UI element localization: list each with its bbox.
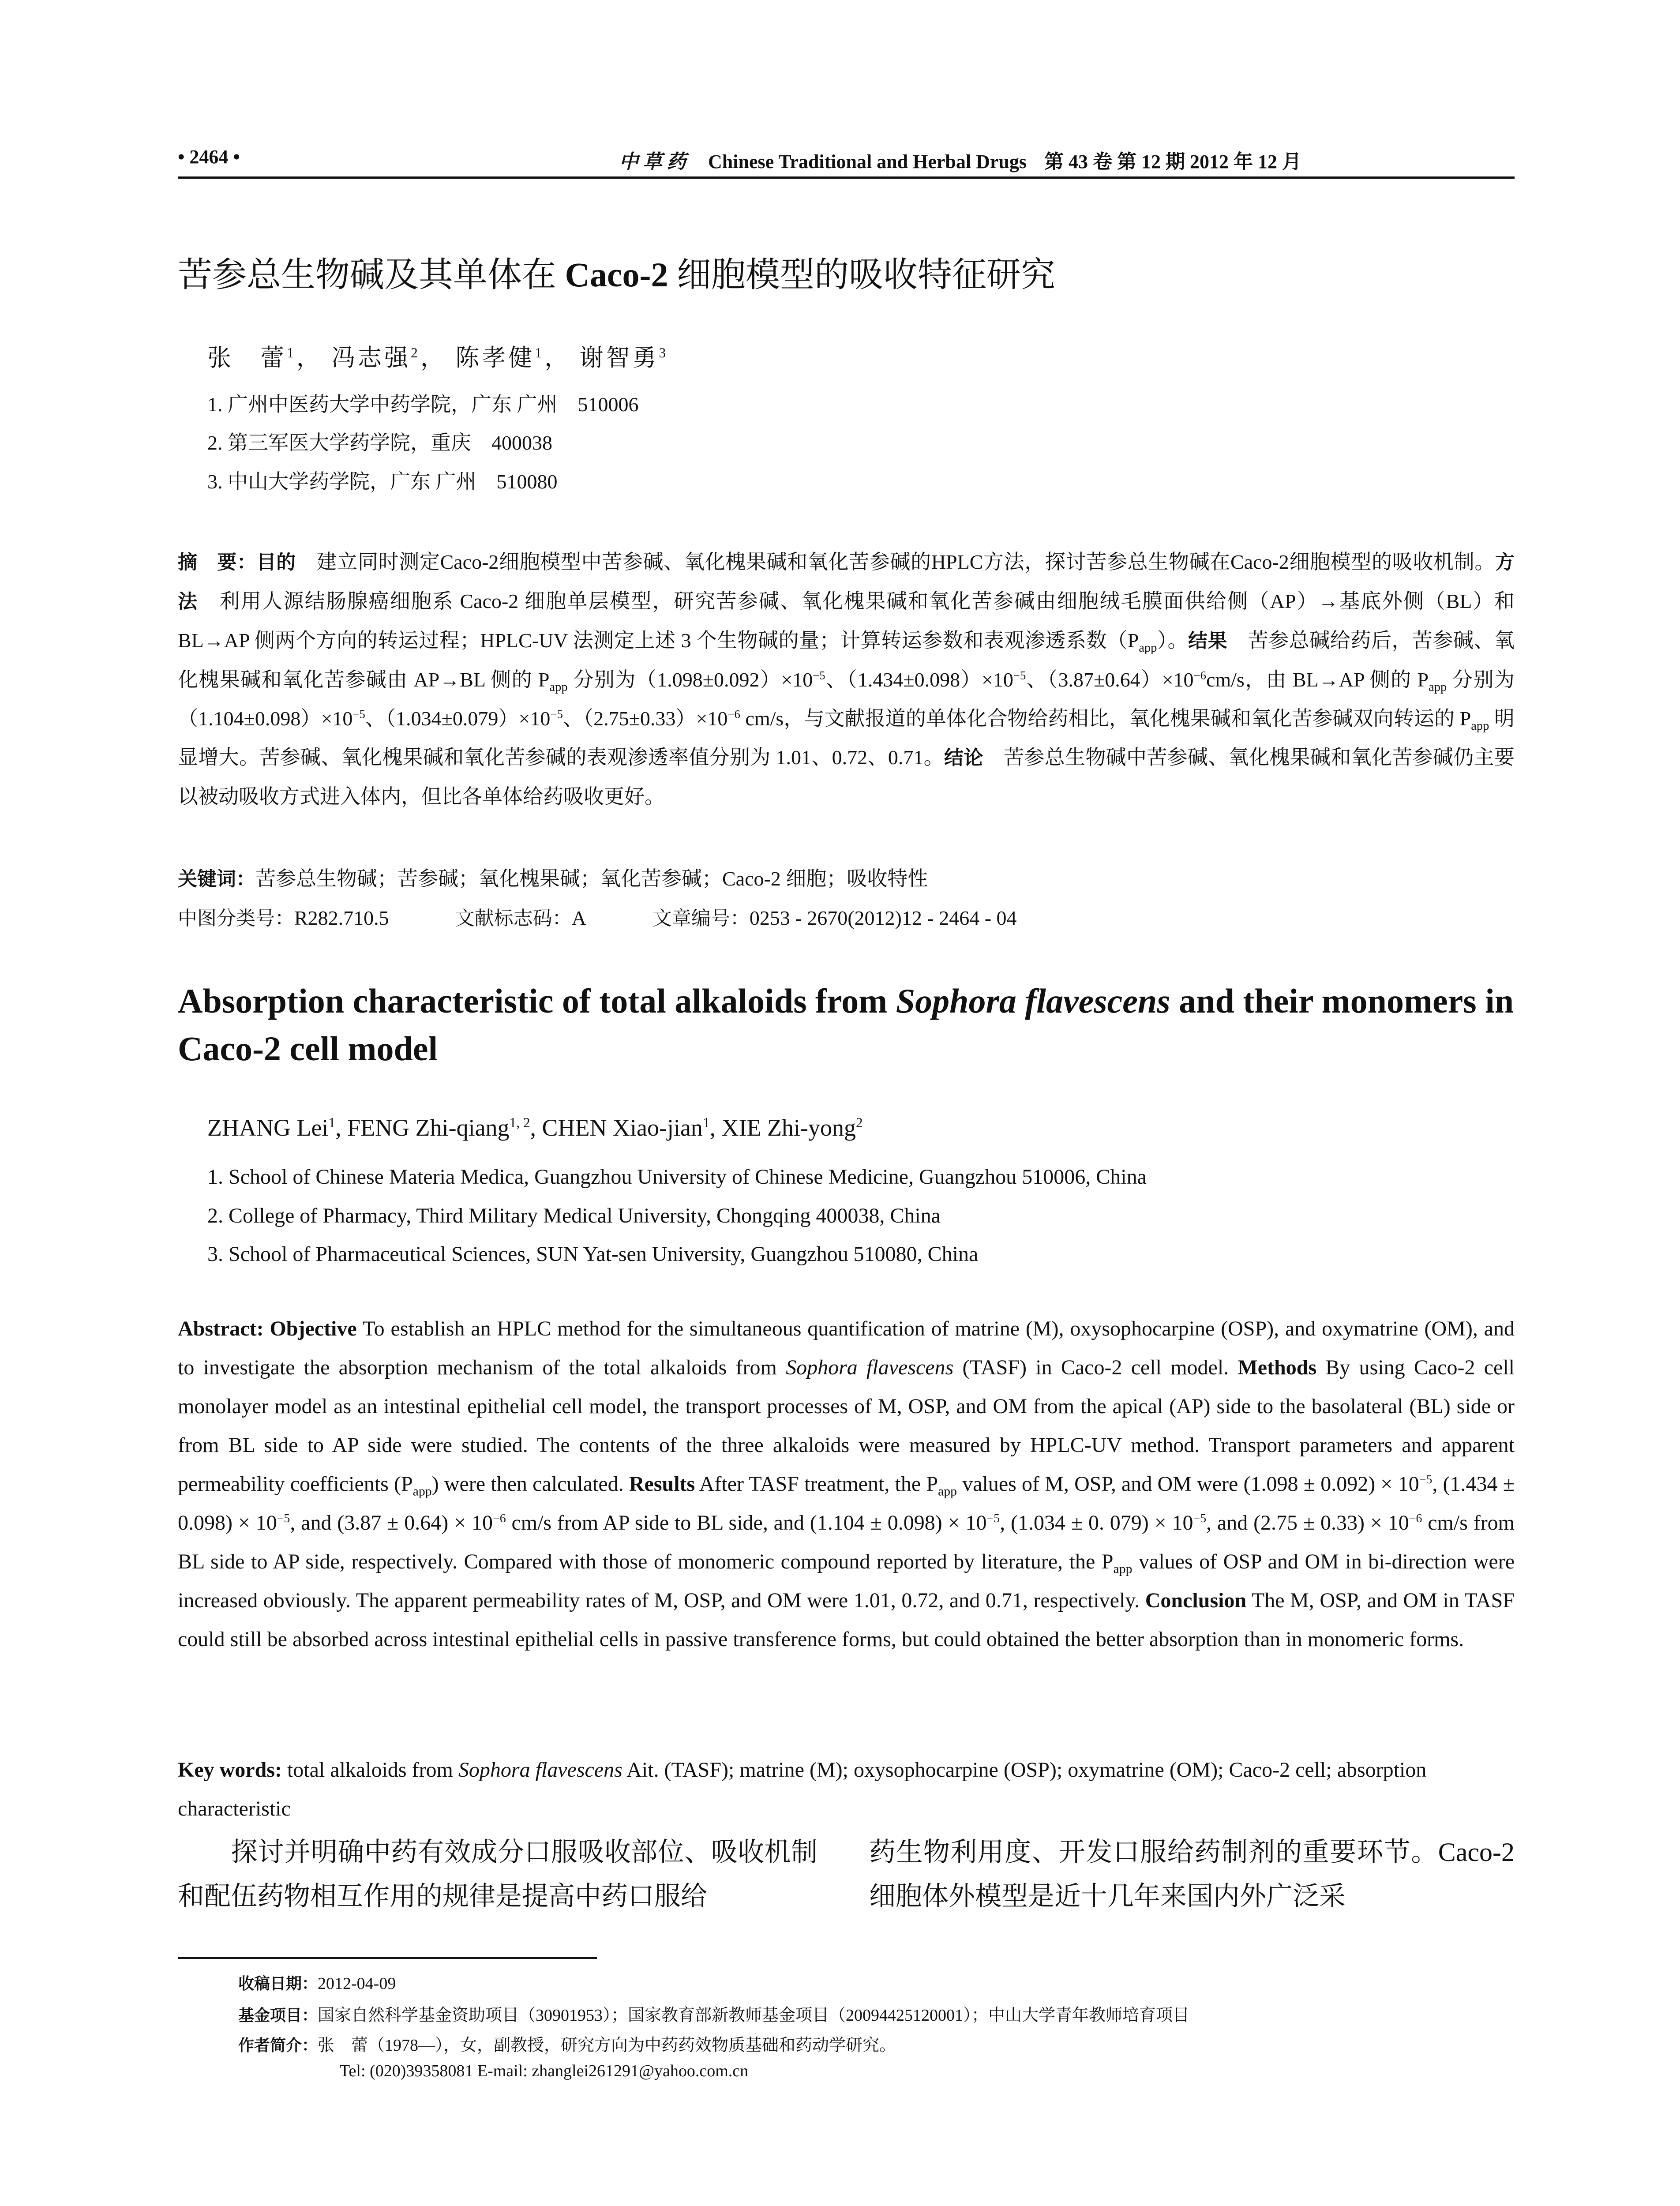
footnote-author: 作者简介：张 蕾（1978—），女，副教授，研究方向为中药药效物质基础和药动学研究。 bbox=[238, 2036, 896, 2055]
footnote-contact: Tel: (020)39358081 E-mail: zhanglei261291@yahoo.com.cn bbox=[340, 2062, 749, 2080]
author-cn: 谢智勇$^3$ bbox=[579, 345, 669, 371]
methods-label: 方法 bbox=[178, 551, 1515, 613]
article-number: 0253 - 2670(2012)12 - 2464 - 04 bbox=[749, 907, 1017, 929]
keywords-en-label: Key words: bbox=[178, 1758, 282, 1782]
title-cn-caco: Caco-2 bbox=[565, 255, 668, 294]
conclusion-en-label: Conclusion bbox=[1145, 1589, 1247, 1612]
author-en: FENG Zhi-qiang$^{1, 2}$, bbox=[347, 1114, 542, 1141]
author-cn: 冯志强$^2$， bbox=[331, 345, 447, 371]
journal-issue: 第 43 卷 第 12 期 2012 年 12 月 bbox=[1044, 151, 1302, 173]
abstract-en-label: Abstract: Objective bbox=[178, 1317, 357, 1340]
document-code: A bbox=[571, 907, 586, 929]
affiliation-en-2: 2. College of Pharmacy, Third Military Medical University, Chongqing 400038, China bbox=[207, 1204, 941, 1227]
body-column-left: 探讨并明确中药有效成分口服吸收部位、吸收机制和配伍药物相互作用的规律是提高中药口服给 bbox=[178, 1838, 818, 1911]
running-header bbox=[178, 140, 1515, 176]
title-cn-part3: 细胞模型的吸收特征研究 bbox=[668, 255, 1055, 294]
keywords-cn-text: 苦参总生物碱；苦参碱；氧化槐果碱；氧化苦参碱；Caco-2 细胞；吸收特性 bbox=[255, 867, 928, 890]
footnote-rule bbox=[178, 1957, 597, 1959]
journal-name-en: Chinese Traditional and Herbal Drugs bbox=[708, 151, 1027, 173]
author-cn: 陈孝健$^1$， bbox=[455, 345, 571, 371]
footnote-funding: 基金项目：国家自然科学基金资助项目（30901953）；国家教育部新教师基金项目（20094425120001）；中山大学青年教师培育项目 bbox=[238, 2006, 1190, 2025]
authors-en bbox=[207, 1114, 863, 1141]
footnote-received: 收稿日期：2012-04-09 bbox=[238, 1974, 396, 1993]
methods-en-label: Methods bbox=[1238, 1356, 1317, 1379]
keywords-cn-label: 关键词： bbox=[178, 868, 255, 890]
body-column-right: 药生物利用度、开发口服给药制剂的重要环节。Caco-2 细胞体外模型是近十几年来国内外广泛采 bbox=[869, 1838, 1515, 1911]
header-rule bbox=[178, 176, 1515, 179]
title-cn-part1: 苦参总生物碱及其单体在 bbox=[178, 255, 565, 294]
journal-info bbox=[619, 146, 1301, 174]
author-en: ZHANG Lei$^1$, bbox=[207, 1114, 348, 1141]
author-cn: 张 蕾$^1$， bbox=[207, 345, 323, 371]
objective-label: 目的 bbox=[256, 551, 296, 574]
classification: 中图分类号：R282.710.5 文献标志码：A 文章编号：0253 - 2670(2012)12 - 2464 - 04 bbox=[178, 907, 1017, 930]
journal-name-cn: 中草药 bbox=[619, 151, 690, 173]
author-en: XIE Zhi-yong$^2$ bbox=[721, 1114, 863, 1141]
author-en: CHEN Xiao-jian$^1$, bbox=[542, 1114, 722, 1141]
clc-number: R282.710.5 bbox=[294, 907, 389, 929]
abstract-cn: 摘 要：目的 建立同时测定Caco-2细胞模型中苦参碱、氧化槐果碱和氧化苦参碱的HPLC方法，探讨苦参总生物碱在Caco-2细胞模型的吸收机制。方法 利用人源结肠腺癌细胞系 Caco-2 细胞单层模型，研究苦参碱、氧化槐果碱和氧化苦参碱由细胞绒毛膜面供给侧（AP）→基底外侧（BL）和 BL→AP 侧两个方向的转运过程；HPLC-UV 法测定上述 3 个生物碱的量；计算转运参数和表观渗透系数$(P_{app})$。结果 苦参总碱给药后，苦参碱、氧化槐果碱和氧化苦参碱由 AP→BL 侧的 $P_{app}$ 分别为$(1.098\pm 0.092)\times 10^{-5}$、$(1.434\pm 0.098)\times 10^{-5}$、$(3.87\pm 0.64)\times 10^{-6}cm/s$，由 BL→AP 侧的 $P_{app}$ 分别为$(1.104\pm 0.098)\times 10^{-5}$、$(1.034\pm 0.079)\times 10^{-5}$、$(2.75\pm 0.33)\times 10^{-6}$ cm/s，与文献报道的单体化合物给药相比，氧化槐果碱和氧化苦参碱双向转运的 $P_{app}$ 明显增大。苦参碱、氧化槐果碱和氧化苦参碱的表观渗透率值分别为 1.01、0.72、0.71。结论 苦参总生物碱中苦参碱、氧化槐果碱和氧化苦参碱仍主要以被动吸收方式进入体内，但比各单体给药吸收更好。 bbox=[178, 551, 1515, 808]
title-en: Absorption characteristic of total alkaloids from Sophora flavescens and their monomers in Caco-2 cell model bbox=[178, 982, 1514, 1068]
title-cn bbox=[178, 247, 1055, 296]
affiliation-cn-1: 1. 广州中医药大学中药学院，广东 广州 510006 bbox=[207, 393, 639, 416]
results-label: 结果 bbox=[1188, 630, 1228, 652]
affiliation-cn-3: 3. 中山大学药学院，广东 广州 510080 bbox=[207, 470, 558, 493]
abstract-label: 摘 要： bbox=[178, 551, 257, 574]
page-number: • 2464 • bbox=[178, 146, 240, 168]
abstract-en: Abstract: Objective To establish an HPLC method for the simultaneous quantification of matrine (M), oxysophocarpine (OSP), and oxymatrine (OM), and to investigate the absorption mechanism of the total alkaloids from Sophora flavescens (TASF) in Caco-2 cell model. Methods By using Caco-2 cell monolayer model as an intestinal epithelial cell model, the transport processes of M, OSP, and OM from the apical (AP) side to the basolateral (BL) side or from BL side to AP side were studied. The contents of the three alkaloids were measured by HPLC-UV method. Transport parameters and apparent permeability coefficients $(P_{app})$ were then calculated. Results After TASF treatment, the $P_{app}$ values of M, OSP, and OM were $(1.098 \pm 0.092) \times 10^{-5}$, $(1.434 \pm 0.098) \times 10^{-5}$, and $(3.87 \pm 0.64) \times 10^{-6}$ cm/s from AP side to BL side, and $(1.104 \pm 0.098) \times 10^{-5}$, (1.034 ± 0. $079) \times 10^{-5}$, and $(2.75 \pm 0.33) \times 10^{-6}$ cm/s from BL side to AP side, respectively. Compared with those of monomeric compound reported by literature, the $P_{app}$ values of OSP and OM in bi-direction were increased obviously. The apparent permeability rates of M, OSP, and OM were 1.01, 0.72, and 0.71, respectively. Conclusion The M, OSP, and OM in TASF could still be absorbed across intestinal epithelial cells in passive transference forms, but could obtained the better absorption than in monomeric forms. bbox=[178, 1317, 1515, 1651]
affiliation-en-3: 3. School of Pharmaceutical Sciences, SUN Yat-sen University, Guangzhou 510080, China bbox=[207, 1242, 979, 1266]
keywords-en: Key words: total alkaloids from Sophora flavescens Ait. (TASF); matrine (M); oxysophocarpine (OSP); oxymatrine (OM); Caco-2 cell; absorption characteristic bbox=[178, 1758, 1427, 1820]
results-en-label: Results bbox=[629, 1472, 695, 1496]
authors-cn bbox=[207, 339, 668, 373]
affiliation-cn-2: 2. 第三军医大学药学院，重庆 400038 bbox=[207, 431, 552, 454]
affiliation-en-1: 1. School of Chinese Materia Medica, Guangzhou University of Chinese Medicine, Guangzhou 510006, China bbox=[207, 1165, 1147, 1189]
keywords-cn bbox=[178, 863, 928, 892]
conclusion-label: 结论 bbox=[944, 747, 983, 769]
